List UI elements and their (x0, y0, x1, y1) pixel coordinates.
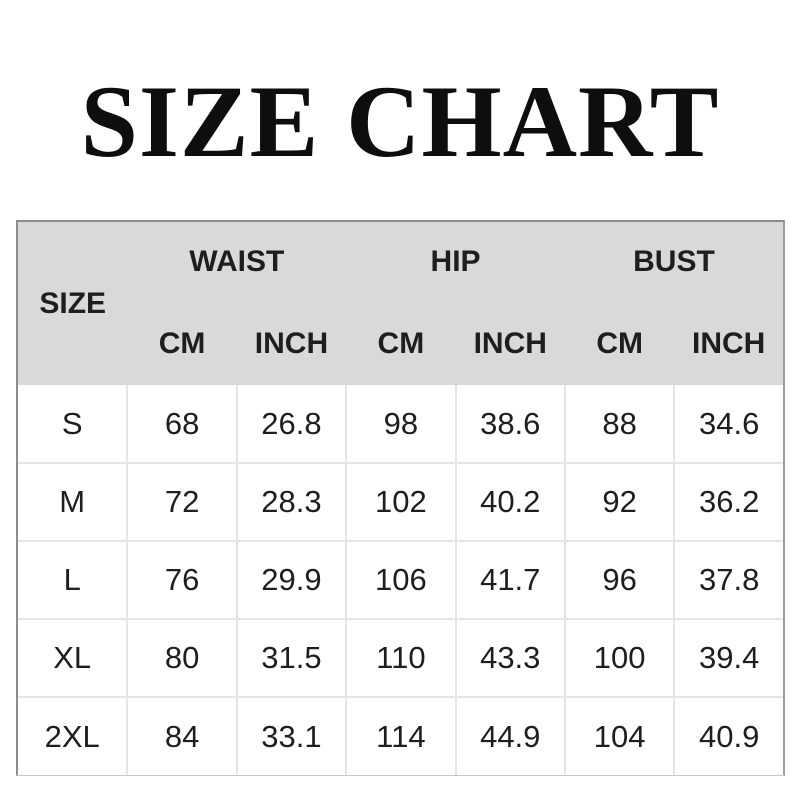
group-header-row (18, 222, 783, 302)
header-bust-inch: INCH (674, 302, 783, 385)
header-hip-cm: CM (346, 302, 455, 385)
size-chart-table (18, 222, 783, 775)
value-cell: 68 (127, 385, 236, 463)
table-row (18, 463, 783, 541)
header-waist-inch: INCH (237, 302, 346, 385)
value-cell: 39.4 (674, 619, 783, 697)
value-cell: 104 (565, 697, 674, 775)
header-waist: WAIST (127, 222, 346, 302)
value-cell: 102 (346, 463, 455, 541)
value-cell: 28.3 (237, 463, 346, 541)
value-cell: 41.7 (456, 541, 565, 619)
value-cell: 38.6 (456, 385, 565, 463)
value-cell: 31.5 (237, 619, 346, 697)
table-row (18, 697, 783, 775)
size-cell: M (18, 463, 127, 541)
value-cell: 33.1 (237, 697, 346, 775)
header-hip-inch: INCH (456, 302, 565, 385)
value-cell: 76 (127, 541, 236, 619)
value-cell: 43.3 (456, 619, 565, 697)
value-cell: 40.9 (674, 697, 783, 775)
value-cell: 72 (127, 463, 236, 541)
header-waist-cm: CM (127, 302, 236, 385)
value-cell: 37.8 (674, 541, 783, 619)
header-hip: HIP (346, 222, 565, 302)
size-cell: 2XL (18, 697, 127, 775)
size-chart-table-container (16, 220, 785, 776)
unit-header-row (18, 302, 783, 385)
value-cell: 44.9 (456, 697, 565, 775)
value-cell: 34.6 (674, 385, 783, 463)
value-cell: 88 (565, 385, 674, 463)
value-cell: 114 (346, 697, 455, 775)
header-size: SIZE (18, 222, 127, 385)
value-cell: 110 (346, 619, 455, 697)
page-title: SIZE CHART (80, 65, 720, 179)
value-cell: 40.2 (456, 463, 565, 541)
value-cell: 98 (346, 385, 455, 463)
size-cell: L (18, 541, 127, 619)
value-cell: 26.8 (237, 385, 346, 463)
value-cell: 106 (346, 541, 455, 619)
value-cell: 92 (565, 463, 674, 541)
size-cell: XL (18, 619, 127, 697)
table-row (18, 541, 783, 619)
table-row (18, 619, 783, 697)
table-body (18, 385, 783, 775)
value-cell: 80 (127, 619, 236, 697)
value-cell: 29.9 (237, 541, 346, 619)
size-cell: S (18, 385, 127, 463)
header-bust: BUST (565, 222, 783, 302)
value-cell: 36.2 (674, 463, 783, 541)
value-cell: 96 (565, 541, 674, 619)
table-header (18, 222, 783, 385)
value-cell: 100 (565, 619, 674, 697)
table-row (18, 385, 783, 463)
header-bust-cm: CM (565, 302, 674, 385)
value-cell: 84 (127, 697, 236, 775)
